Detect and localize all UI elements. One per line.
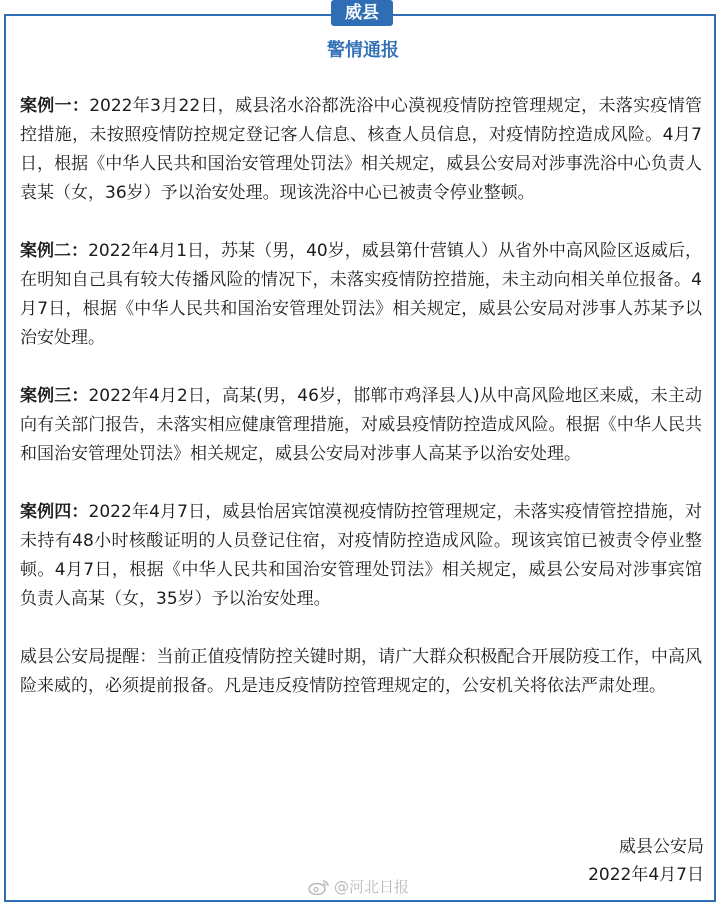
case-label: 案例一： [20,96,90,116]
case-text: 2022年4月2日，高某(男，46岁，邯郸市鸡泽县人)从中高风险地区来威，未主动向有关部门报告，未落实相应健康管理措施，对威县疫情防控造成风险。根据《中华人民共和国治安管理处罚法》相关规定，威县公安局对涉事人高某予以治安处理。 [20,386,703,464]
region-badge: 威县 [331,0,393,26]
notice-body [20,92,702,730]
case-label: 案例三： [20,386,89,406]
reminder-paragraph: 威县公安局提醒：当前正值疫情防控关键时期，请广大群众积极配合开展防疫工作，中高风险来威的，必须提前报备。凡是违反疫情防控管理规定的，公安机关将依法严肃处理。 [20,647,702,696]
signature-org: 威县公安局 [619,837,704,857]
case-text: 2022年3月22日，威县洺水浴都洗浴中心漠视疫情防控管理规定，未落实疫情管控措施，未按照疫情防控规定登记客人信息、核查人员信息，对疫情防控造成风险。4月7日，根据《中华人民共和国治安管理处罚法》相关规定，威县公安局对涉事洗浴中心负责人袁某（女，36岁）予以治安处理。现该洗浴中心已被责令停业整顿。 [20,96,703,203]
watermark-text: @河北日报 [334,878,410,896]
signature-block [588,833,704,889]
case-text: 2022年4月1日，苏某（男，40岁，威县第什营镇人）从省外中高风险区返威后，在明知自己具有较大传播风险的情况下，未落实疫情防控措施，未主动向相关单位报备。4月7日，根据《中华人民共和国治安管理处罚法》相关规定，威县公安局对涉事人苏某予以治安处理。 [20,241,703,348]
case-paragraph-2 [20,237,702,353]
case-label: 案例二： [20,241,89,261]
case-paragraph-1 [20,92,702,208]
signature-date: 2022年4月7日 [588,865,704,885]
watermark [308,876,409,897]
page-title: 警情通报 [327,40,399,61]
case-text: 2022年4月7日，威县怡居宾馆漠视疫情防控管理规定，未落实疫情管控措施，对未持有48小时核酸证明的人员登记住宿，对疫情防控造成风险。现该宾馆已被责令停业整顿。4月7日，根据《中华人民共和国治安管理处罚法》相关规定，威县公安局对涉事宾馆负责人高某（女，35岁）予以治安处理。 [20,502,702,609]
case-label: 案例四： [20,502,89,522]
case-paragraph-3 [20,382,702,469]
case-paragraph-4 [20,498,702,614]
weibo-icon [308,879,330,895]
